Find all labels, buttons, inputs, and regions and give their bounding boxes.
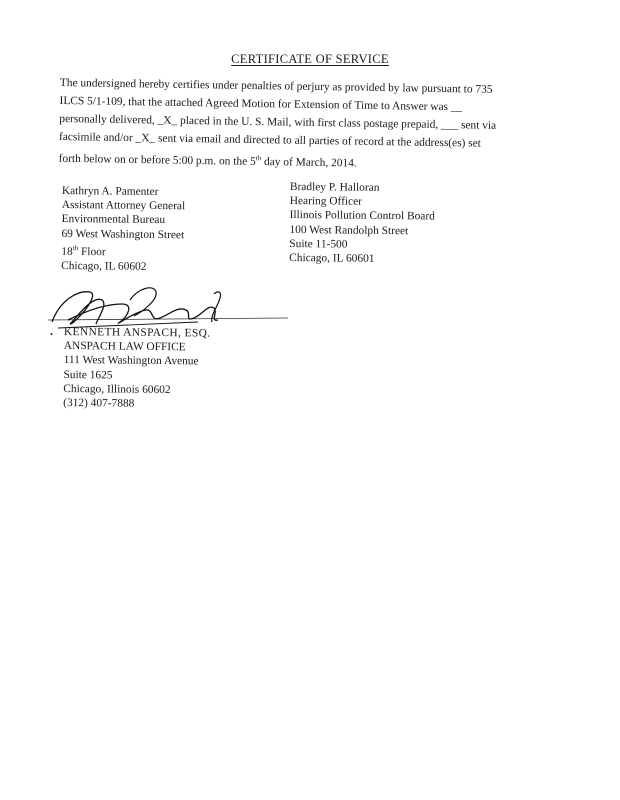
recipient-right-name: Bradley P. Halloran [289,180,380,194]
body-line-1: The undersigned hereby certifies under penalties of perjury as provided by law pursuant to 735 [59,76,493,96]
floor-sup: th [72,243,79,252]
document-title: CERTIFICATE OF SERVICE [231,52,389,66]
signer-firm: ANSPACH LAW OFFICE [63,340,186,354]
recipient-left-street: 69 West Washington Street [61,227,185,241]
recipient-right-street: 100 West Randolph Street [289,223,409,237]
signer-phone: (312) 407-7888 [63,397,135,410]
recipient-left-dept: Environmental Bureau [61,213,166,227]
body-line-4: facsimile and/or _X_ sent via email and directed to all parties of record at the address(es) set [58,130,481,150]
recipient-right-address [289,180,435,267]
body-line-3: personally delivered, _X_ placed in the U. S. Mail, with first class postage prepaid, ___ sent via [59,112,497,132]
signer-street: 111 West Washington Avenue [63,354,199,368]
body-line-2: ILCS 5/1-109, that the attached Agreed Motion for Extension of Time to Answer was __ [59,94,463,114]
body-line-5-sup: th [255,154,262,163]
recipient-right-city: Chicago, IL 60601 [289,252,375,265]
recipient-left-floor [61,241,185,260]
recipient-right-title: Hearing Officer [289,195,363,208]
floor-word: Floor [78,245,106,259]
signer-suite: Suite 1625 [63,368,113,382]
certification-paragraph [59,74,560,176]
recipient-right-org: Illinois Pollution Control Board [289,209,435,223]
signer-name: KENNETH ANSPACH, ESQ. [63,325,211,340]
recipient-left-title: Assistant Attorney General [61,199,186,213]
signer-block [63,325,210,412]
recipient-right-suite: Suite 11-500 [289,237,348,251]
recipient-left-city: Chicago, IL 60602 [61,259,147,273]
body-line-5-pre: forth below on or before 5:00 p.m. on the 5 [58,152,256,168]
floor-number: 18 [61,245,73,258]
recipient-left-address [61,184,185,274]
signer-city: Chicago, Illinois 60602 [63,382,171,396]
bullet-mark: • [50,330,53,339]
recipient-left-name: Kathryn A. Pamenter [61,184,159,199]
body-line-5-post: day of March, 2014. [261,155,357,170]
